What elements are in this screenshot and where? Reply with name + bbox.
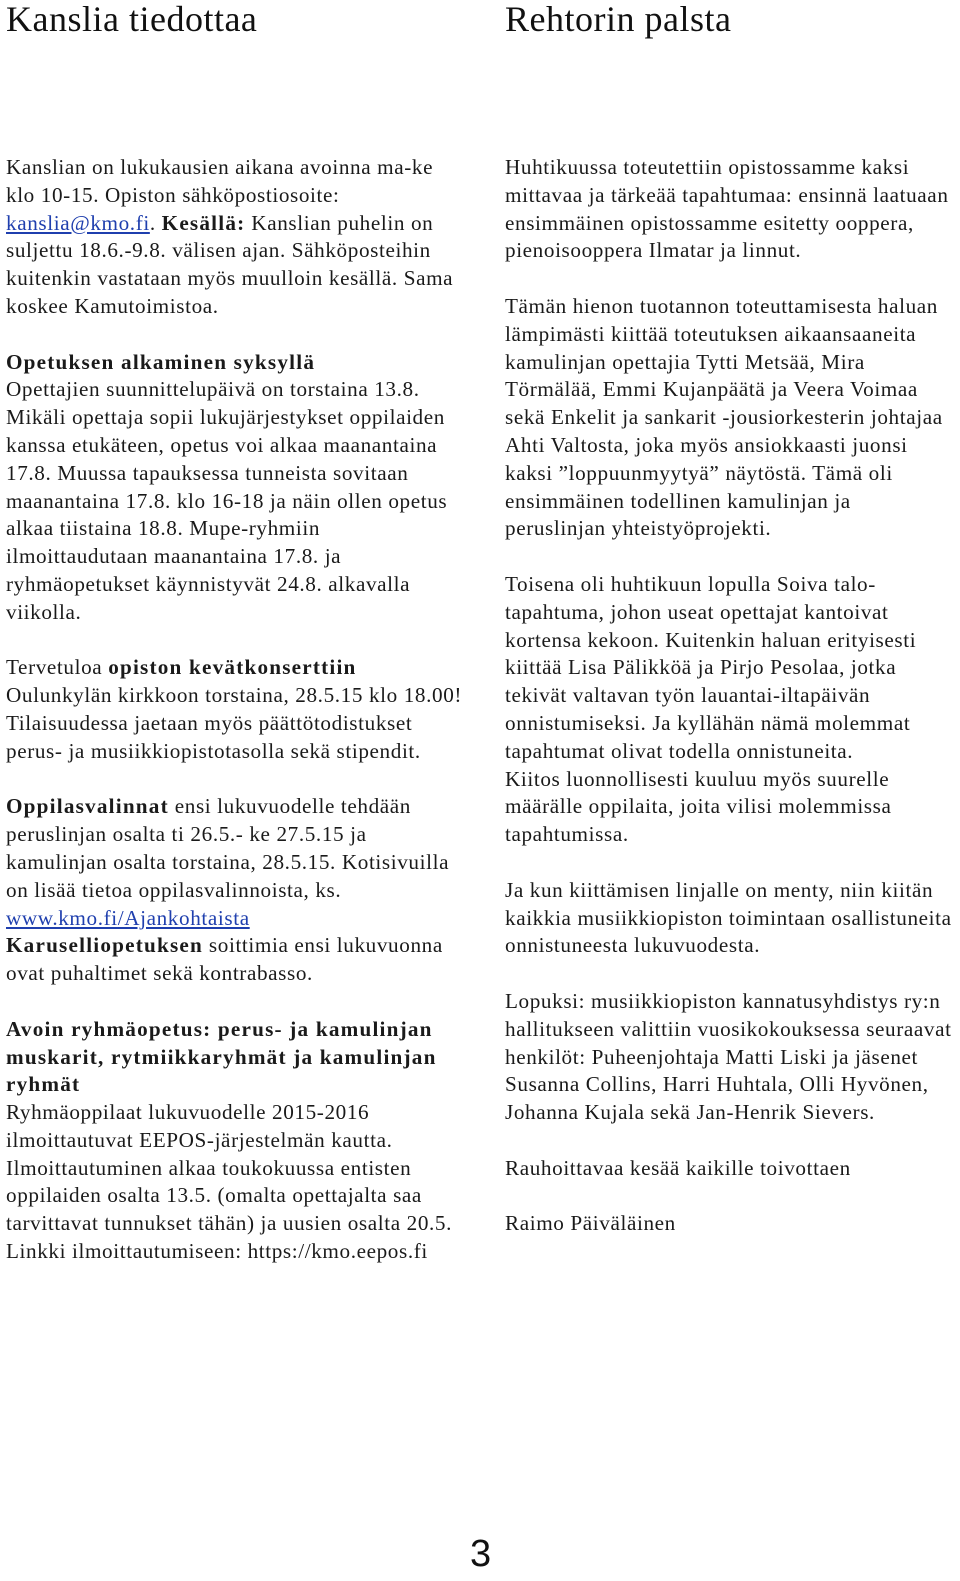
news-link[interactable]: www.kmo.fi/Ajankohtaista [6, 905, 250, 930]
rehtori-signature: Raimo Päiväläinen [505, 1211, 676, 1236]
admissions-bold: Oppilasvalinnat [6, 794, 169, 819]
group-teaching-paragraph [6, 1016, 466, 1266]
teaching-start-text: Opettajien suunnittelupäivä on torstaina 13.8. Mikäli opettaja sopii lukujärjestykset oppilaiden kanssa etukäteen, opetus voi alkaa maanantaina 17.8. Muussa tapauksessa tunneista sovitaan maanantaina 17.8. klo 16-18 ja näin ollen opetus alkaa tiistaina 18.8. Mupe-ryhmiin ilmoittaudutaan maanantaina 17.8. ja ryhmäopetukset käynnistyvät 24.8. alkavalla viikolla. [6, 377, 448, 624]
admissions-paragraph [6, 793, 466, 932]
rehtori-paragraph-5: Ja kun kiittämisen linjalle on menty, niin kiitän kaikkia musiikkiopiston toimintaan osallistuneita onnistuneesta lukuvuodesta. [505, 877, 952, 958]
concert-paragraph: Tervetuloa opiston kevätkonserttiin Oulunkylän kirkkoon torstaina, 28.5.15 klo 18.00! Tilaisuudessa jaetaan myös päättötodistukset perus- ja musiikkiopistotasolla sekä stipendit. [6, 655, 463, 763]
office-hours-text: Kanslian on lukukausien aikana avoinna ma-ke klo 10-15. Opiston sähköpostiosoite: [6, 155, 434, 207]
concert-text: Oulunkylän kirkkoon torstaina, 28.5.15 klo 18.00! Tilaisuudessa jaetaan myös päättötodistukset perus- ja musiikkiopistotasolla sekä stipendit. [6, 683, 463, 763]
rehtori-paragraph-3: Toisena oli huhtikuun lopulla Soiva talo-tapahtuma, johon useat opettajat kantoivat kortensa kekoon. Kuitenkin haluan erityisesti kiittää Lisa Pälikköä ja Pirjo Pesolaa, jotka tekivät valtavan työn lauantai-iltapäivän onnistumiseksi. Ja kyllähän nämä molemmat tapahtumat olivat todella onnistuneita. [505, 571, 917, 763]
teaching-start-paragraph [6, 349, 466, 627]
rehtori-closing: Rauhoittavaa kesää kaikille toivottaen [505, 1155, 851, 1180]
summer-text: Kanslian puhelin on suljettu 18.6.-9.8. välisen ajan. Sähköposteihin kuitenkin vastataan myös muulloin kesällä. Sama koskee Kamutoimistoa. [6, 210, 454, 318]
office-hours-paragraph: Kanslian on lukukausien aikana avoinna ma-ke klo 10-15. Opiston sähköpostiosoite: kanslia@kmo.fi. Kesällä: Kanslian puhelin on suljettu 18.6.-9.8. välisen ajan. Sähköposteihin kuitenkin vastataan myös muulloin kesällä. Sama koskee Kamutoimistoa. [6, 155, 454, 318]
page-number: 3 [470, 1533, 492, 1575]
right-body [505, 154, 955, 1238]
left-body [6, 154, 466, 1266]
group-teaching-title: Avoin ryhmäopetus: perus- ja kamulinjan muskarit, rytmiikkaryhmät ja kamulinjan ryhmät [6, 1016, 437, 1097]
email-link[interactable]: kanslia@kmo.fi [6, 210, 150, 235]
group-teaching-text: Ryhmäoppilaat lukuvuodelle 2015-2016 ilmoittautuvat EEPOS-järjestelmän kautta. Ilmoittautuminen alkaa toukokuussa entisten oppilaiden osalta 13.5. (omalta opettajalta saa tarvittavat tunnukset tähän) ja uusien osalta 20.5. Linkki ilmoittautumiseen: https://kmo.eepos.fi [6, 1100, 453, 1264]
rehtori-heading: Rehtorin palsta [505, 0, 732, 39]
summer-label: Kesällä: [161, 210, 246, 235]
rehtori-paragraph-4: Kiitos luonnollisesti kuuluu myös suurelle määrälle oppilaita, joita vilisi molemmissa tapahtumissa. [505, 766, 892, 847]
carousel-text: soittimia ensi lukuvuonna ovat puhaltimet sekä kontrabasso. [6, 933, 443, 986]
rehtori-paragraph-1: Huhtikuussa toteutettiin opistossamme kaksi mittavaa ja tärkeää tapahtumaa: ensinnä laatuaan ensimmäinen opistossamme esitetty ooppera, pienoisooppera Ilmatar ja linnut. [505, 155, 949, 263]
kanslia-heading: Kanslia tiedottaa [6, 0, 258, 39]
carousel-bold: Karuselliopetuksen [6, 933, 204, 958]
rehtori-paragraph-2: Tämän hienon tuotannon toteuttamisesta haluan lämpimästi kiittää toteutuksen aikaansaaneita kamulinjan opettajia Tytti Metsää, Mira Törmälää, Emmi Kujanpäätä ja Veera Voimaa sekä Enkelit ja sankarit -jousiorkesterin johtajaa Ahti Valtosta, joka myös ansiokkaasti juonsi kaksi ”loppuunmyytyä” näytöstä. Tämä oli ensimmäinen todellinen kamulinjan ja peruslinjan yhteistyöprojekti. [505, 293, 943, 541]
admissions-text: ensi lukuvuodelle tehdään peruslinjan osalta ti 26.5.- ke 27.5.15 ja kamulinjan osalta torstaina, 28.5.15. Kotisivuilla on lisää tietoa oppilasvalinnoista, ks. [6, 794, 450, 902]
carousel-paragraph [6, 932, 466, 988]
rehtori-paragraph-6: Lopuksi: musiikkiopiston kannatusyhdistys ry:n hallitukseen valittiin vuosikokouksessa seuraavat henkilöt: Puheenjohtaja Matti Liski ja jäsenet Susanna Collins, Harri Huhtala, Olli Hyvönen, Johanna Kujala sekä Jan-Henrik Sievers. [505, 988, 952, 1125]
concert-bold: opiston kevätkonserttiin [108, 655, 357, 680]
teaching-start-title: Opetuksen alkaminen syksyllä [6, 349, 316, 374]
